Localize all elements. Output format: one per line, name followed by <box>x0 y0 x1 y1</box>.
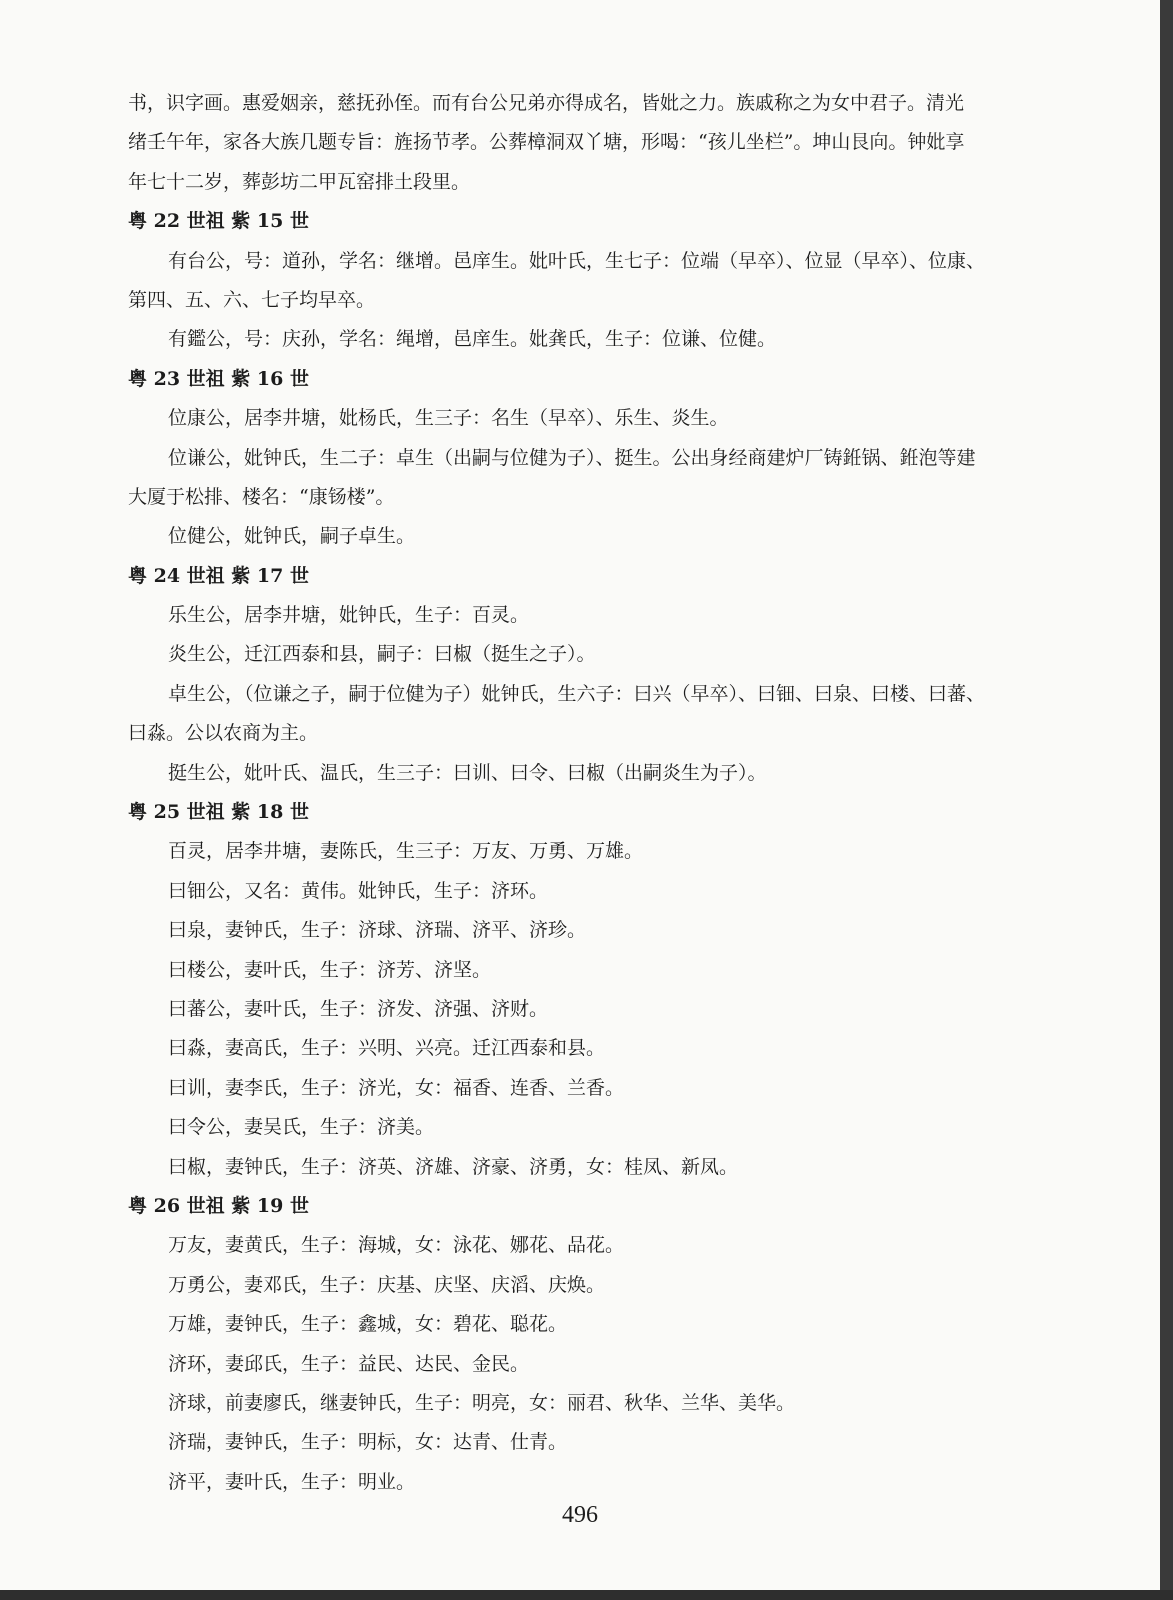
text-line: 炎生公，迁江西泰和县，嗣子：曰椒（挺生之子）。 <box>168 643 596 666</box>
text-line: 曰蕃公，妻叶氏，生子：济发、济强、济财。 <box>168 997 549 1020</box>
text-line: 曰钿公，又名：黄伟。妣钟氏，生子：济环。 <box>168 879 549 902</box>
text-line: 济球，前妻廖氏，继妻钟氏，生子：明亮，女：丽君、秋华、兰华、美华。 <box>168 1391 796 1414</box>
text-line: 乐生公，居李井塘，妣钟氏，生子：百灵。 <box>168 604 530 627</box>
text-line: 济瑞，妻钟氏，生子：明标，女：达青、仕青。 <box>168 1431 568 1454</box>
text-line: 位谦公，妣钟氏，生二子：卓生（出嗣与位健为子）、挺生。公出身经商建炉厂铸銋锅、銋泡等建 <box>168 446 976 469</box>
text-line: 曰淼，妻高氏，生子：兴明、兴亮。迁江西泰和县。 <box>168 1037 606 1060</box>
text-line: 有鑑公，号：庆孙，学名：绳增，邑庠生。妣龚氏，生子：位谦、位健。 <box>168 328 777 351</box>
text-line: 曰训，妻李氏，生子：济光，女：福香、连香、兰香。 <box>168 1076 625 1099</box>
scan-edge-right <box>1160 0 1173 1600</box>
scan-edge-bottom <box>0 1590 1173 1600</box>
genealogy-text <box>128 84 1058 1502</box>
generation-heading: 粤 25 世祖 紫 18 世 <box>128 801 309 824</box>
text-line: 百灵，居李井塘，妻陈氏，生三子：万友、万勇、万雄。 <box>168 840 644 863</box>
text-line: 挺生公，妣叶氏、温氏，生三子：曰训、曰令、曰椒（出嗣炎生为子）。 <box>168 761 767 784</box>
text-line: 书，识字画。惠爱姻亲，慈抚孙侄。而有台公兄弟亦得成名，皆妣之力。族戚称之为女中君子。清光 <box>128 92 965 114</box>
text-line: 曰椒，妻钟氏，生子：济英、济雄、济豪、济勇，女：桂凤、新凤。 <box>168 1155 739 1178</box>
text-line: 有台公，号：道孙，学名：继增。邑庠生。妣叶氏，生七子：位端（早卒）、位显（早卒）、位康、 <box>168 249 986 272</box>
text-line: 济环，妻邱氏，生子：益民、达民、金民。 <box>168 1352 530 1375</box>
text-line: 大厦于松排、楼名：“康钖楼”。 <box>128 485 395 508</box>
text-line: 绪壬午年，家各大族几题专旨：旌扬节孝。公葬樟洞双丫塘，形喝：“孩儿坐栏”。坤山艮向。钟妣享 <box>128 131 965 154</box>
text-line: 曰淼。公以农商为主。 <box>128 722 319 745</box>
text-line: 济平，妻叶氏，生子：明业。 <box>168 1470 416 1493</box>
text-line: 第四、五、六、七子均早卒。 <box>128 288 376 311</box>
generation-heading: 粤 23 世祖 紫 16 世 <box>128 367 309 390</box>
text-line: 曰泉，妻钟氏，生子：济球、济瑞、济平、济珍。 <box>168 919 587 942</box>
text-line: 年七十二岁，葬彭坊二甲瓦窑排土段里。 <box>128 170 471 193</box>
text-line: 位康公，居李井塘，妣杨氏，生三子：名生（早卒）、乐生、炎生。 <box>168 407 729 430</box>
generation-heading: 粤 22 世祖 紫 15 世 <box>128 210 309 233</box>
generation-heading: 粤 24 世祖 紫 17 世 <box>128 564 309 587</box>
text-line: 曰令公，妻吴氏，生子：济美。 <box>168 1116 435 1139</box>
page-number: 496 <box>562 1502 598 1528</box>
text-line: 万友，妻黄氏，生子：海城，女：泳花、娜花、品花。 <box>168 1234 625 1257</box>
generation-heading: 粤 26 世祖 紫 19 世 <box>128 1194 309 1217</box>
text-line: 位健公，妣钟氏，嗣子卓生。 <box>168 525 416 548</box>
text-line: 万勇公，妻邓氏，生子：庆基、庆坚、庆滔、庆焕。 <box>168 1273 606 1296</box>
text-line: 卓生公，（位谦之子，嗣于位健为子）妣钟氏，生六子：曰兴（早卒）、曰钿、曰泉、曰楼、曰蕃、 <box>168 682 986 705</box>
text-line: 万雄，妻钟氏，生子：鑫城，女：碧花、聪花。 <box>168 1313 568 1336</box>
text-line: 曰楼公，妻叶氏，生子：济芳、济坚。 <box>168 958 492 981</box>
